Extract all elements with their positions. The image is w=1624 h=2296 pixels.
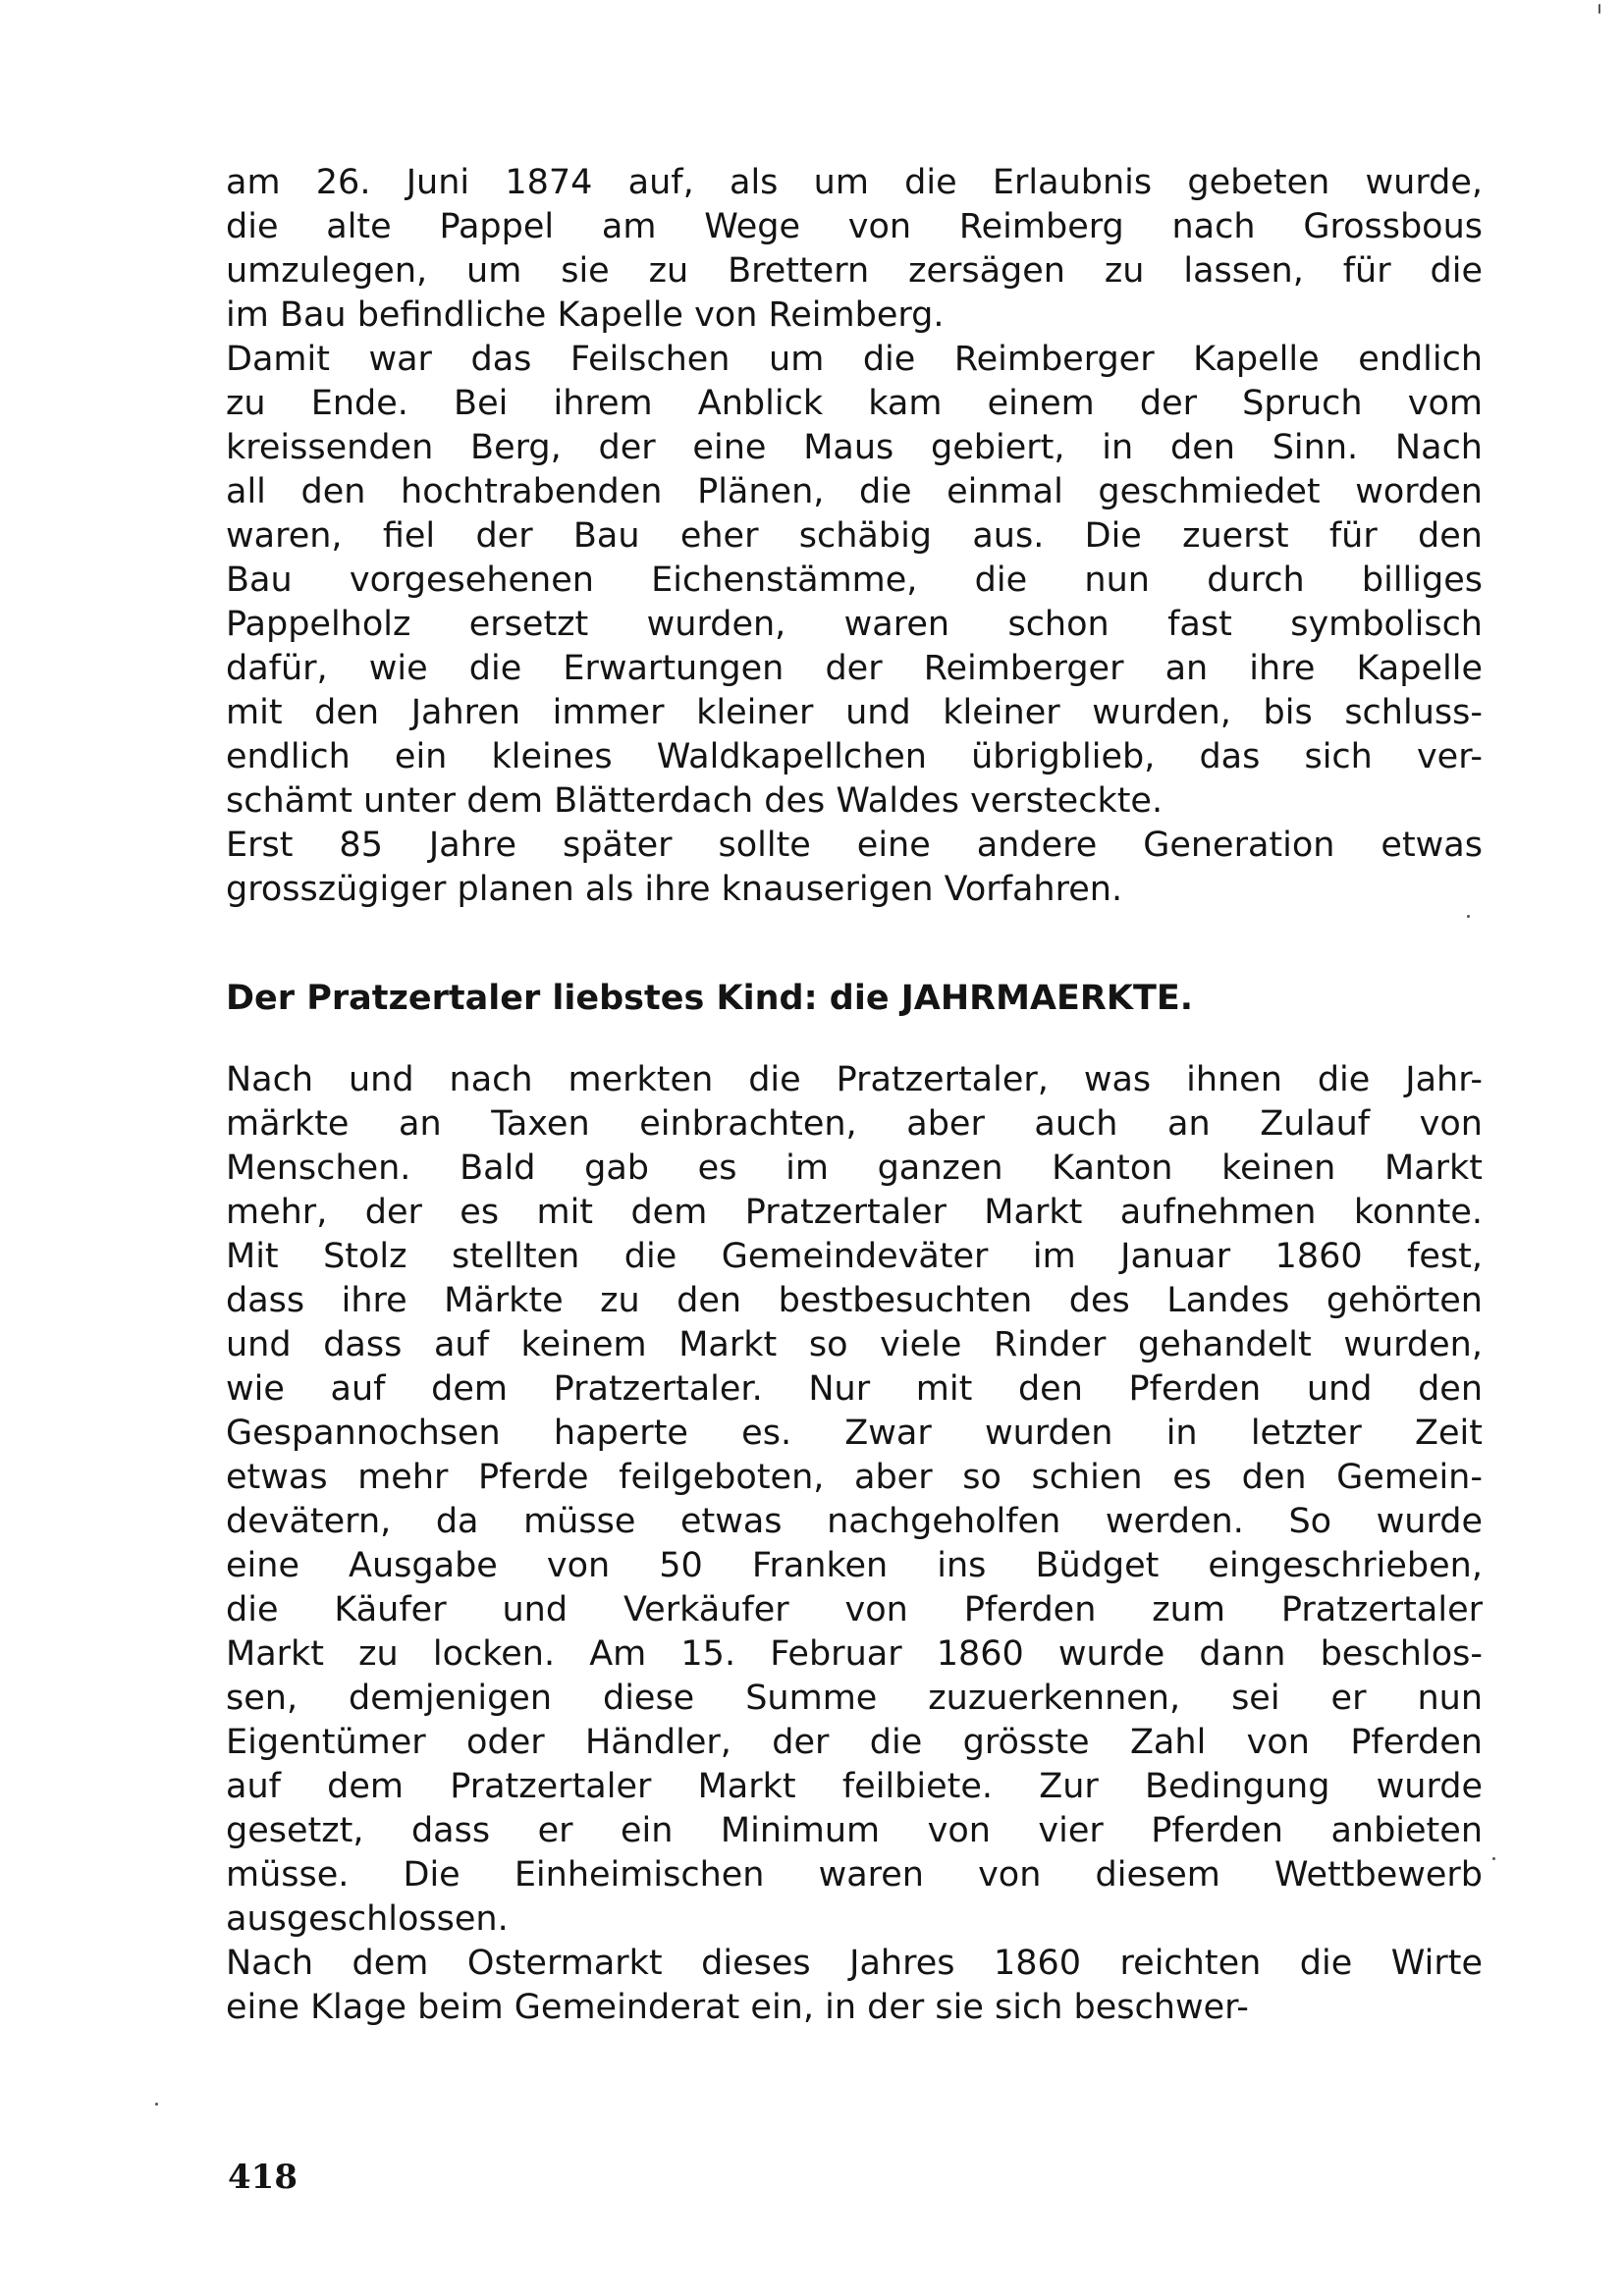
text-line: die Käufer und Verkäufer von Pferden zum Pratzertaler [226,1590,1483,1629]
text-line: am 26. Juni 1874 auf, als um die Erlaubnis gebeten wurde, [226,163,1483,202]
text-line: Nach dem Ostermarkt dieses Jahres 1860 reichten die Wirte [226,1944,1483,1983]
text-block-before-heading [226,161,1483,912]
text-line: ausgeschlossen. [226,1899,509,1939]
text-line: Bau vorgesehenen Eichenstämme, die nun durch billiges [226,561,1483,600]
text-line: Menschen. Bald gab es im ganzen Kanton keinen Markt [226,1148,1483,1188]
text-line: kreissenden Berg, der eine Maus gebiert, in den Sinn. Nach [226,428,1483,467]
text-line: dass ihre Märkte zu den bestbesuchten des Landes gehörten [226,1281,1483,1320]
section-heading: Der Pratzertaler liebstes Kind: die JAHRMAERKTE. [226,979,1194,1018]
text-line: sen, demjenigen diese Summe zuzuerkennen, sei er nun [226,1679,1483,1718]
text-line: grosszügiger planen als ihre knauserigen Vorfahren. [226,870,1123,909]
text-line: schämt unter dem Blätterdach des Waldes versteckte. [226,781,1164,821]
text-line: Nach und nach merkten die Pratzertaler, was ihnen die Jahr- [226,1060,1483,1099]
text-line: mehr, der es mit dem Pratzertaler Markt aufnehmen konnte. [226,1193,1483,1232]
text-line: gesetzt, dass er ein Minimum von vier Pferden anbieten [226,1811,1483,1850]
text-line: und dass auf keinem Markt so viele Rinder gehandelt wurden, [226,1325,1483,1364]
text-line: zu Ende. Bei ihrem Anblick kam einem der Spruch vom [226,384,1483,423]
text-line: devätern, da müsse etwas nachgeholfen werden. So wurde [226,1502,1483,1541]
text-line: umzulegen, um sie zu Brettern zersägen zu lassen, für die [226,251,1483,291]
print-speck [155,2103,158,2106]
text-line: waren, fiel der Bau eher schäbig aus. Die zuerst für den [226,516,1483,556]
print-speck [1492,1857,1495,1860]
page-number: 418 [228,2158,298,2197]
text-line: eine Klage beim Gemeinderat ein, in der sie sich beschwer- [226,1988,1249,2027]
text-line: etwas mehr Pferde feilgeboten, aber so schien es den Gemein- [226,1458,1483,1497]
print-speck [1467,915,1470,918]
text-line: im Bau befindliche Kapelle von Reimberg. [226,295,945,335]
text-line: eine Ausgabe von 50 Franken ins Büdget eingeschrieben, [226,1546,1483,1585]
text-line: Erst 85 Jahre später sollte eine andere Generation etwas [226,826,1483,865]
text-line: mit den Jahren immer kleiner und kleiner wurden, bis schluss- [226,693,1483,732]
text-line: endlich ein kleines Waldkapellchen übrigblieb, das sich ver- [226,737,1483,776]
text-line: auf dem Pratzertaler Markt feilbiete. Zur Bedingung wurde [226,1767,1483,1806]
text-line: Eigentümer oder Händler, der die grösste Zahl von Pferden [226,1723,1483,1762]
text-line: Damit war das Feilschen um die Reimberger Kapelle endlich [226,340,1483,379]
text-line: all den hochtrabenden Plänen, die einmal geschmiedet worden [226,472,1483,511]
text-line: Pappelholz ersetzt wurden, waren schon fast symbolisch [226,605,1483,644]
text-line: die alte Pappel am Wege von Reimberg nach Grossbous [226,207,1483,246]
print-speck [1598,4,1600,14]
text-block-after-heading [226,1058,1483,2030]
text-line: Markt zu locken. Am 15. Februar 1860 wurde dann beschlos- [226,1634,1483,1674]
text-line: Gespannochsen haperte es. Zwar wurden in letzter Zeit [226,1414,1483,1453]
text-line: wie auf dem Pratzertaler. Nur mit den Pferden und den [226,1369,1483,1409]
text-line: müsse. Die Einheimischen waren von diesem Wettbewerb [226,1855,1483,1895]
text-line: märkte an Taxen einbrachten, aber auch an Zulauf von [226,1104,1483,1144]
text-line: Mit Stolz stellten die Gemeindeväter im Januar 1860 fest, [226,1237,1483,1276]
text-line: dafür, wie die Erwartungen der Reimberger an ihre Kapelle [226,649,1483,688]
